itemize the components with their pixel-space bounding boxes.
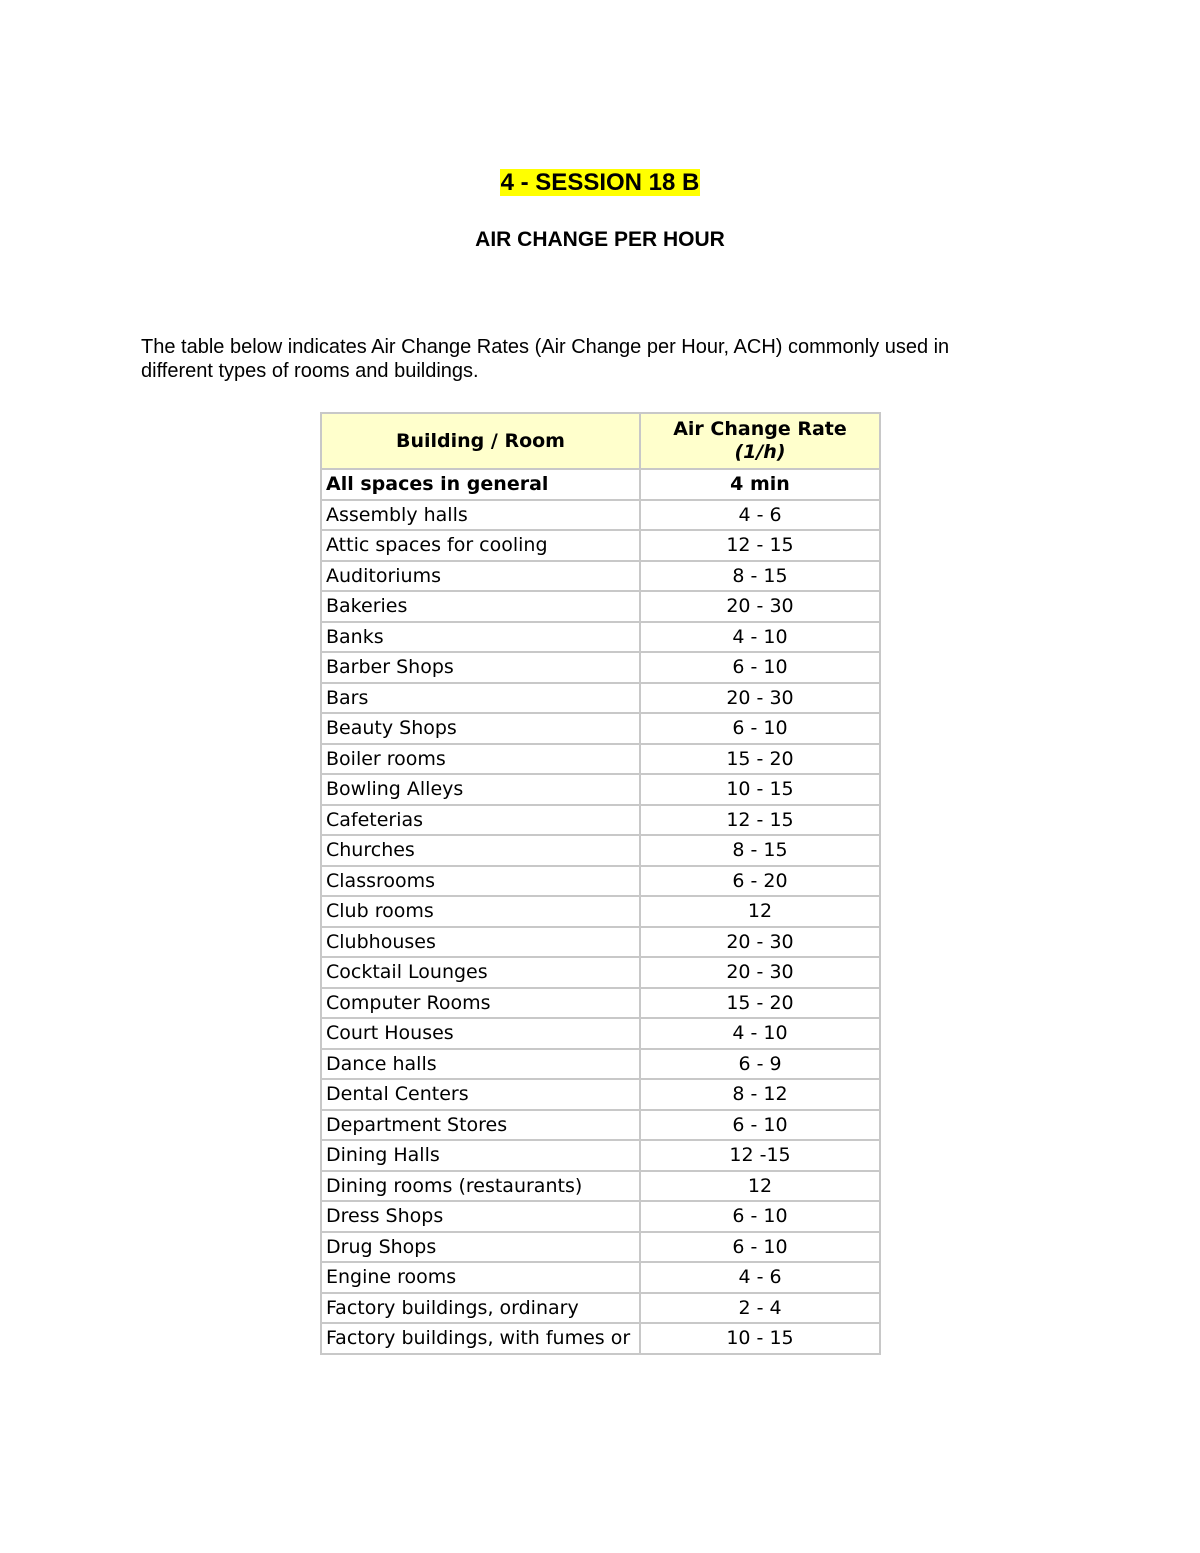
- table-row: [321, 683, 880, 714]
- room-name-cell: Bowling Alleys: [321, 774, 640, 805]
- table-row: [321, 652, 880, 683]
- room-name-cell: Assembly halls: [321, 500, 640, 531]
- table-row: [321, 1171, 880, 1202]
- room-name-cell: Boiler rooms: [321, 744, 640, 775]
- air-change-rate-cell: 12 - 15: [640, 530, 880, 561]
- air-change-rate-cell: 4 - 6: [640, 1262, 880, 1293]
- room-name-cell: Auditoriums: [321, 561, 640, 592]
- table-row: [321, 500, 880, 531]
- room-name-cell: Dining rooms (restaurants): [321, 1171, 640, 1202]
- table-row: [321, 957, 880, 988]
- room-name-cell: Cocktail Lounges: [321, 957, 640, 988]
- room-name-cell: Drug Shops: [321, 1232, 640, 1263]
- room-name-cell: Dress Shops: [321, 1201, 640, 1232]
- air-change-rate-cell: 10 - 15: [640, 774, 880, 805]
- table-row: [321, 591, 880, 622]
- room-name-cell: Cafeterias: [321, 805, 640, 836]
- table-row: [321, 744, 880, 775]
- room-name-cell: Engine rooms: [321, 1262, 640, 1293]
- room-name-cell: Churches: [321, 835, 640, 866]
- room-name-cell: Dining Halls: [321, 1140, 640, 1171]
- air-change-rate-cell: 4 - 10: [640, 1018, 880, 1049]
- session-title-text: 4 - SESSION 18 B: [500, 169, 700, 196]
- air-change-rate-cell: 2 - 4: [640, 1293, 880, 1324]
- header-rate-unit: (1/h): [734, 441, 786, 463]
- room-name-cell: All spaces in general: [321, 469, 640, 500]
- table-body: [321, 469, 880, 1354]
- air-change-rate-cell: 6 - 10: [640, 652, 880, 683]
- air-change-rate-cell: 20 - 30: [640, 591, 880, 622]
- intro-line-1: The table below indicates Air Change Rates (Air Change per Hour, ACH) commonly used in: [141, 336, 950, 358]
- header-building-room: Building / Room: [321, 413, 640, 469]
- table-row: [321, 469, 880, 500]
- table-row: [321, 1018, 880, 1049]
- table-row: [321, 896, 880, 927]
- table-row: [321, 927, 880, 958]
- air-change-rate-cell: 4 - 10: [640, 622, 880, 653]
- air-change-rate-cell: 12 - 15: [640, 805, 880, 836]
- air-change-rate-cell: 12: [640, 896, 880, 927]
- table-row: [321, 1201, 880, 1232]
- room-name-cell: Clubhouses: [321, 927, 640, 958]
- air-change-rate-table: [320, 412, 881, 1355]
- intro-line-2: different types of rooms and buildings.: [141, 360, 479, 382]
- room-name-cell: Banks: [321, 622, 640, 653]
- intro-paragraph: [141, 335, 1041, 383]
- table-row: [321, 774, 880, 805]
- air-change-rate-cell: 20 - 30: [640, 683, 880, 714]
- air-change-rate-cell: 4 min: [640, 469, 880, 500]
- table-row: [321, 561, 880, 592]
- table-row: [321, 1079, 880, 1110]
- page-subtitle: AIR CHANGE PER HOUR: [475, 228, 725, 251]
- header-rate-label: Air Change Rate: [673, 418, 847, 440]
- room-name-cell: Factory buildings, ordinary: [321, 1293, 640, 1324]
- table-header-row: [321, 413, 880, 469]
- air-change-rate-cell: 6 - 10: [640, 1110, 880, 1141]
- table-row: [321, 622, 880, 653]
- room-name-cell: Barber Shops: [321, 652, 640, 683]
- room-name-cell: Department Stores: [321, 1110, 640, 1141]
- room-name-cell: Dance halls: [321, 1049, 640, 1080]
- table-row: [321, 1323, 880, 1354]
- table-row: [321, 530, 880, 561]
- header-air-change-rate: [640, 413, 880, 469]
- air-change-rate-cell: 6 - 20: [640, 866, 880, 897]
- air-change-rate-cell: 15 - 20: [640, 988, 880, 1019]
- room-name-cell: Court Houses: [321, 1018, 640, 1049]
- session-title: [0, 168, 1200, 198]
- room-name-cell: Club rooms: [321, 896, 640, 927]
- table-row: [321, 805, 880, 836]
- room-name-cell: Computer Rooms: [321, 988, 640, 1019]
- room-name-cell: Bakeries: [321, 591, 640, 622]
- air-change-rate-cell: 4 - 6: [640, 500, 880, 531]
- room-name-cell: Beauty Shops: [321, 713, 640, 744]
- table-row: [321, 1293, 880, 1324]
- air-change-rate-cell: 8 - 15: [640, 835, 880, 866]
- air-change-rate-cell: 20 - 30: [640, 927, 880, 958]
- air-change-rate-cell: 12: [640, 1171, 880, 1202]
- table-row: [321, 1110, 880, 1141]
- air-change-rate-cell: 8 - 15: [640, 561, 880, 592]
- air-change-rate-cell: 10 - 15: [640, 1323, 880, 1354]
- air-change-rate-cell: 6 - 10: [640, 713, 880, 744]
- table-row: [321, 1232, 880, 1263]
- table-row: [321, 988, 880, 1019]
- table-row: [321, 1140, 880, 1171]
- room-name-cell: Factory buildings, with fumes or: [321, 1323, 640, 1354]
- air-change-rate-cell: 20 - 30: [640, 957, 880, 988]
- table-row: [321, 1262, 880, 1293]
- air-change-rate-cell: 8 - 12: [640, 1079, 880, 1110]
- room-name-cell: Bars: [321, 683, 640, 714]
- table-row: [321, 713, 880, 744]
- air-change-rate-cell: 6 - 10: [640, 1201, 880, 1232]
- room-name-cell: Attic spaces for cooling: [321, 530, 640, 561]
- room-name-cell: Dental Centers: [321, 1079, 640, 1110]
- room-name-cell: Classrooms: [321, 866, 640, 897]
- table-row: [321, 1049, 880, 1080]
- table-row: [321, 866, 880, 897]
- air-change-rate-cell: 15 - 20: [640, 744, 880, 775]
- air-change-rate-cell: 12 -15: [640, 1140, 880, 1171]
- air-change-rate-cell: 6 - 9: [640, 1049, 880, 1080]
- table-row: [321, 835, 880, 866]
- air-change-rate-cell: 6 - 10: [640, 1232, 880, 1263]
